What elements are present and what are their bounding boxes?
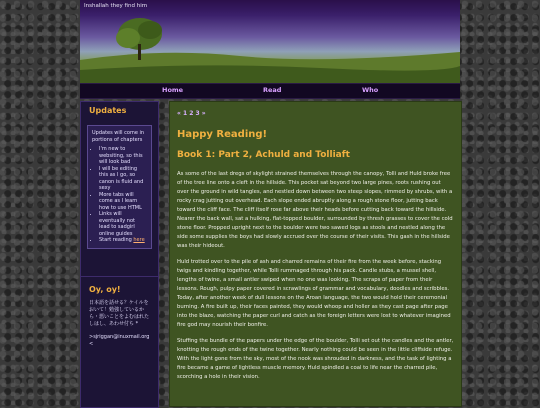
page-pagination[interactable]: « 1 2 3 » bbox=[177, 110, 206, 117]
nav-who-link[interactable]: Who bbox=[362, 86, 379, 94]
story-paragraph: As some of the last dregs of skylight strained themselves through the canopy, Tolli and Huld broke free of the tree line onto a cleft in the hillside. This pocket sat beyond two large pines, roots rushing out over the ground in wild tangles, and nestled down between two steep slopes, rimmed by shrubs, with a rocky crag jutting out overhead. Each slope ended abruptly along a rough stone floor, jutting back toward the cliff face. The cliff itself rose far above their heads before cutting back toward the hillside. Nearer the back wall, sat a hulking, flat-topped boulder, surrounded by thresh grasses to cover the cold stone floor. Propped upright next to the boulder were two sawed logs as stools and nestled along the side some supplies the boys had slowly accrued over the course of their visits. This gash in the hillside was their hideout. bbox=[177, 171, 453, 249]
contact-email[interactable]: >sjriggan@inuxmail.org < bbox=[89, 334, 150, 347]
nav-read-link[interactable]: Read bbox=[263, 86, 282, 94]
updates-body bbox=[87, 125, 152, 249]
main-content bbox=[169, 101, 462, 407]
oy-panel bbox=[80, 276, 159, 408]
oy-text: 日本語を話せる？ケイルをおいて！勉強しているから・悪いことをよむはれたしはし、あわせ付ち * bbox=[89, 300, 150, 327]
updates-item bbox=[99, 237, 147, 244]
start-reading-text: Start reading bbox=[99, 237, 134, 243]
page-wrapper bbox=[80, 0, 460, 405]
nav-home-link[interactable]: Home bbox=[162, 86, 184, 94]
oy-title: Oy, oy! bbox=[89, 285, 121, 294]
updates-item: • More tabs will come as I learn how to use HTML bbox=[99, 192, 147, 212]
site-tagline: Inshallah they find him bbox=[84, 3, 148, 9]
updates-list bbox=[92, 146, 147, 244]
updates-panel bbox=[80, 101, 159, 277]
story-paragraph: Stuffing the bundle of the papers under the edge of the boulder, Tolli set out the candles and the antler, knotting the rough ends of the twine together. Nearly nothing could be seen in the little cliffside refuge. With the light gone from the sky, most of the nook was shrouded in darkness, and the task of lighting a fire became a game of lightless muscle memory. Huld spindled a coal to life near the charred pile, scorching a hole in their vision. bbox=[177, 338, 454, 380]
chapter-title: Book 1: Part 2, Achuld and Tolliaft bbox=[177, 150, 350, 160]
story-paragraph: Huld trotted over to the pile of ash and charred remains of their fire from the week before, stacking twigs and kindling together, while Tolli rummaged through his pack. Candle stubs, a mussel shell, lengths of twine, a small antler swiped when no one was looking. The scraps of paper from their lessons. Rough, pulpy paper covered in scrawlings of grammar and vocabulary, doodles and scribbles. Today, after another week of dull lessons on the Aroan language, the two would hold their ceremonial burning. A fire built up, their faces painted, they would whoop and holler as they cast page after page into the blaze, watching the paper curl and catch as the foreign letters were lost to whatever imagined fire god may nourish their bonfire. bbox=[177, 259, 451, 328]
sidebar bbox=[80, 101, 159, 405]
updates-item: • Links will eventually not lead to sadgirl online guides bbox=[99, 211, 147, 237]
start-reading-link[interactable]: here bbox=[133, 237, 145, 243]
updates-item: • I'm new to websiting, so this will look bad bbox=[99, 146, 147, 166]
happy-reading-heading: Happy Reading! bbox=[177, 129, 268, 140]
updates-intro: Updates will come in portions of chapters bbox=[92, 130, 145, 143]
site-header-banner bbox=[80, 0, 460, 83]
landscape-banner-image bbox=[80, 0, 460, 83]
updates-title: Updates bbox=[89, 106, 127, 115]
main-nav bbox=[80, 83, 460, 99]
updates-item: • I will be editing this as I go, so canon is fluid and sexy bbox=[99, 166, 147, 192]
